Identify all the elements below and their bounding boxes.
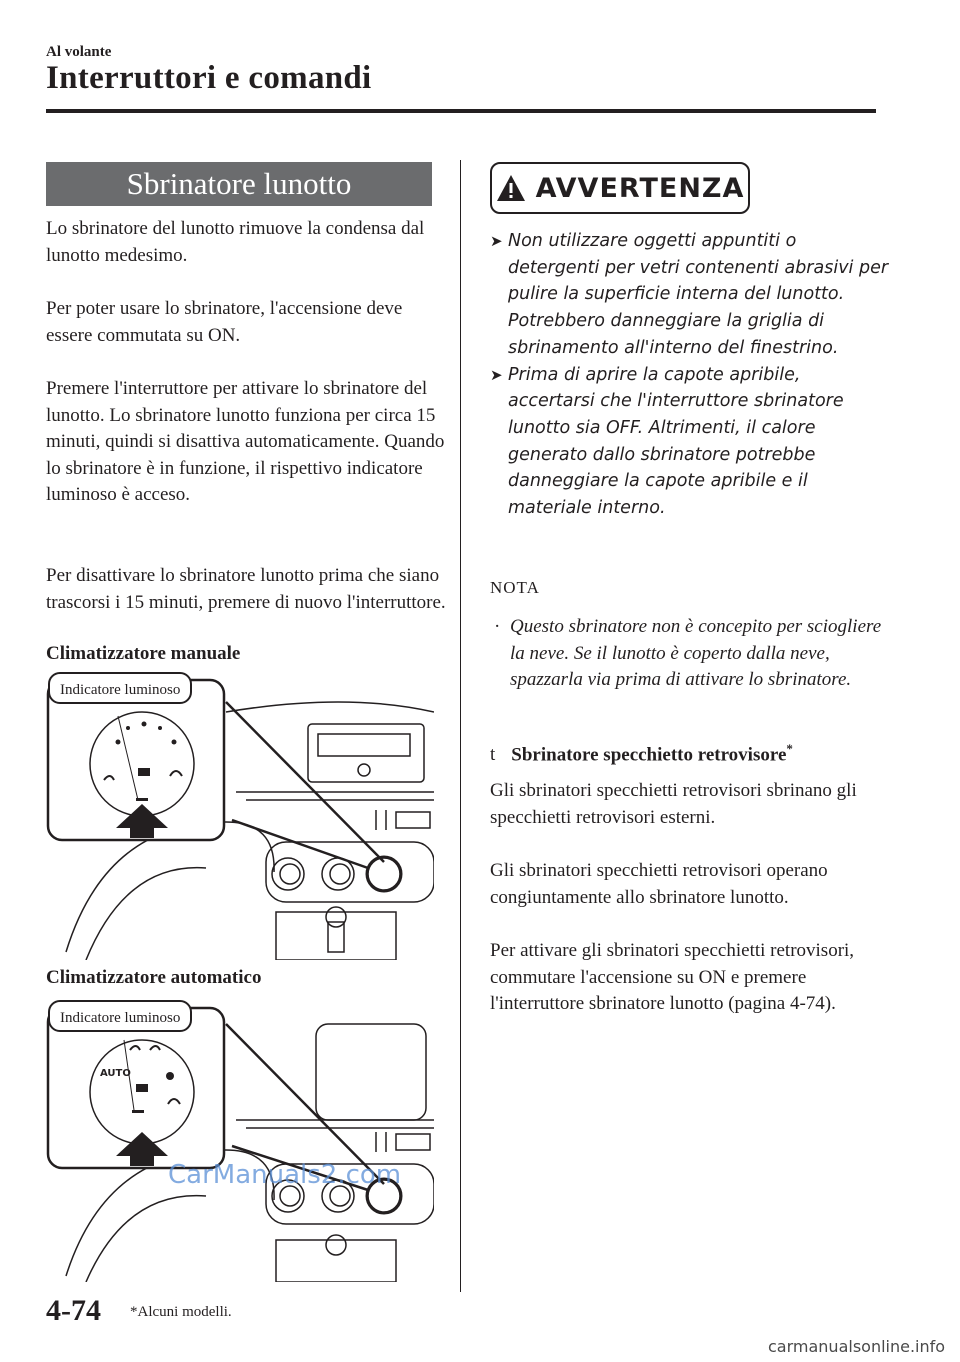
warning-triangle-icon [496,174,526,202]
manual-climate-heading: Climatizzatore manuale [46,643,241,664]
warning-item [490,228,890,362]
warning-title: AVVERTENZA [535,172,745,204]
auto-climate-illustration [46,1000,434,1282]
mirror-paragraph-1: Gli sbrinatori specchietti retrovisori sbrinano gli specchietti retrovisori esterni. [490,780,857,828]
arrow-bullet-icon: ➤ [490,365,503,384]
intro-paragraph: Lo sbrinatore del lunotto rimuove la condensa dal lunotto medesimo. [46,218,425,266]
section-title: Sbrinatore lunotto [46,162,432,206]
manual-climate-illustration [46,672,434,960]
mirror-paragraph-2: Gli sbrinatori specchietti retrovisori operano congiuntamente allo sbrinatore lunotto. [490,860,828,908]
manual-climate-figure [46,672,434,960]
running-head: Al volante [46,44,112,60]
footnote: *Alcuni modelli. [130,1304,232,1320]
ignition-paragraph: Per poter usare lo sbrinatore, l'accensione deve essere commutata su ON. [46,298,403,346]
deactivate-paragraph: Per disattivare lo sbrinatore lunotto prima che siano trascorsi i 15 minuti, premere di nuovo l'interruttore. [46,565,446,613]
column-divider [460,160,461,1292]
warning-box [490,162,750,214]
auto-climate-figure [46,1000,434,1282]
operation-paragraph: Premere l'interruttore per attivare lo sbrinatore del lunotto. Lo sbrinatore lunotto funziona per circa 15 minuti, quindi si disattiva automaticamente. Quando lo sbrinatore è in funzione, il rispettivo indicatore luminoso è acceso. [46,378,445,505]
mirror-paragraph-3: Per attivare gli sbrinatori specchietti retrovisori, commutare l'accensione su ON e premere l'interruttore sbrinatore lunotto (pagina 4-74). [490,940,855,1014]
auto-climate-heading: Climatizzatore automatico [46,967,262,988]
warning-item-text: Non utilizzare oggetti appuntiti o detergenti per vetri contenenti abrasivi per pulire la superficie interna del lunotto. Potrebbero danneggiare la griglia di sbrinamento all'interno del finestrino. [508,231,889,358]
warning-item [490,362,890,522]
header-rule [46,109,876,113]
section-marker: t [490,744,496,766]
nota-label: NOTA [490,578,540,597]
mirror-heading-text: Sbrinatore specchietto retrovisore [511,744,787,766]
arrow-bullet-icon: ➤ [490,232,503,250]
mirror-defroster-heading [490,741,793,766]
chapter-title: Interruttori e comandi [46,60,372,96]
nota-body: Questo sbrinatore non è concepito per sciogliere la neve. Se il lunotto è coperto dalla neve, spazzarla via prima di attivare lo sbrinatore. [510,616,882,691]
watermark-overlay: CarManuals2.com [168,1160,402,1190]
watermark: carmanualsonline.info [768,1337,946,1356]
bullet-dot: · [494,616,501,637]
indicator-label-auto: Indicatore luminoso [48,1000,192,1032]
warning-list [490,228,890,522]
page-number: 4-74 [46,1294,101,1327]
asterisk: * [786,741,793,756]
nota-text [494,614,900,694]
warning-item-text: Prima di aprire la capote apribile, accertarsi che l'interruttore sbrinatore lunotto sia OFF. Altrimenti, il calore generato dallo sbrinatore potrebbe danneggiare la capote apribile e il materiale interno. [508,364,844,519]
auto-button-text: AUTO [100,1068,131,1079]
indicator-label: Indicatore luminoso [48,672,192,704]
